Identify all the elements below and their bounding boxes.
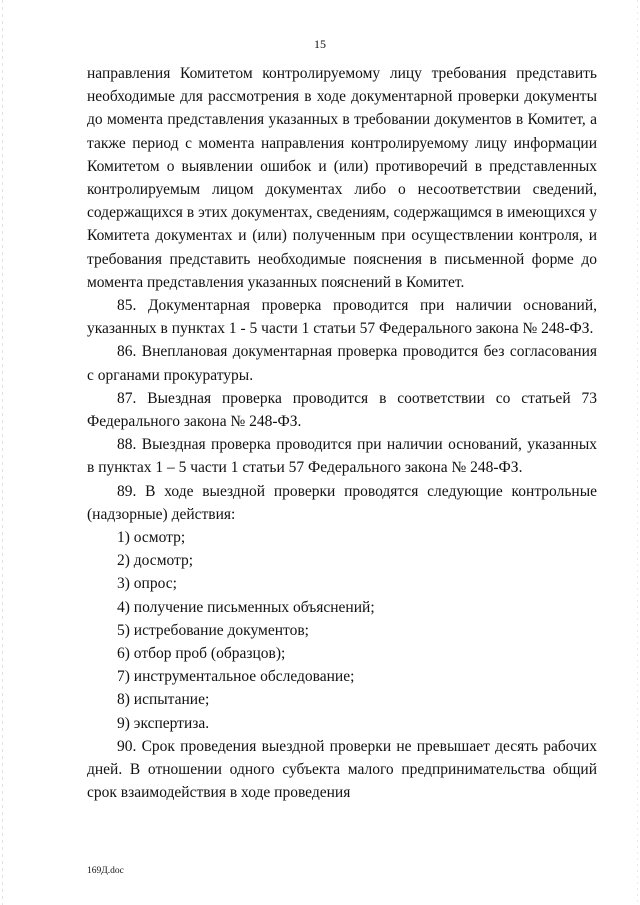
- list-item: 5) истребование документов;: [117, 621, 309, 639]
- document-body: [87, 62, 597, 805]
- scan-edge-right: [637, 0, 638, 905]
- paragraph-88: 88. Выездная проверка проводится при наличии оснований, указанных в пунктах 1 – 5 части 1 статьи 57 Федерального закона № 248-ФЗ.: [87, 436, 597, 477]
- page-number: 15: [314, 37, 326, 51]
- list-item: 3) опрос;: [117, 575, 177, 593]
- list-item: 2) досмотр;: [117, 552, 194, 570]
- list-item: 9) экспертиза.: [117, 714, 210, 732]
- paragraph-continuation: направления Комитетом контролируемому лицу требования представить необходимые для рассмотрения в ходе документарной проверки документы до момента представления указанных в требовании документов в Комитет, а также период с момента направления контролируемому лицу информации Комитетом о выявлении ошибок и (или) противоречий в представленных контролируемым лицом документах либо о несоответствии сведений, содержащихся в этих документах, сведениям, содержащимся в имеющихся у Комитета документах и (или) полученным при осуществлении контроля, и требования представить необходимые пояснения в письменной форме до момента представления указанных пояснений в Комитет.: [87, 65, 597, 291]
- footer-filename: 169Д.doc: [87, 866, 124, 876]
- list-item: 6) отбор проб (образцов);: [117, 645, 286, 663]
- list-item: 8) испытание;: [117, 691, 210, 709]
- paragraph-89: 89. В ходе выездной проверки проводятся следующие контрольные (надзорные) действия:: [87, 482, 597, 523]
- list-item: 1) осмотр;: [117, 529, 186, 547]
- paragraph-87: 87. Выездная проверка проводится в соответствии со статьей 73 Федерального закона № 248-ФЗ.: [87, 389, 597, 431]
- paragraph-85: 85. Документарная проверка проводится при наличии оснований, указанных в пунктах 1 - 5 части 1 статьи 57 Федерального закона № 248-ФЗ.: [87, 297, 597, 338]
- list-item: 4) получение письменных объяснений;: [117, 598, 375, 616]
- list-item: 7) инструментальное обследование;: [117, 668, 355, 686]
- paragraph-90: 90. Срок проведения выездной проверки не превышает десять рабочих дней. В отношении одного субъекта малого предпринимательства общий срок взаимодействия в ходе проведения: [87, 737, 597, 802]
- paragraph-86: 86. Внеплановая документарная проверка проводится без согласования с органами прокуратуры.: [87, 343, 597, 384]
- scan-edge-left: [2, 0, 3, 905]
